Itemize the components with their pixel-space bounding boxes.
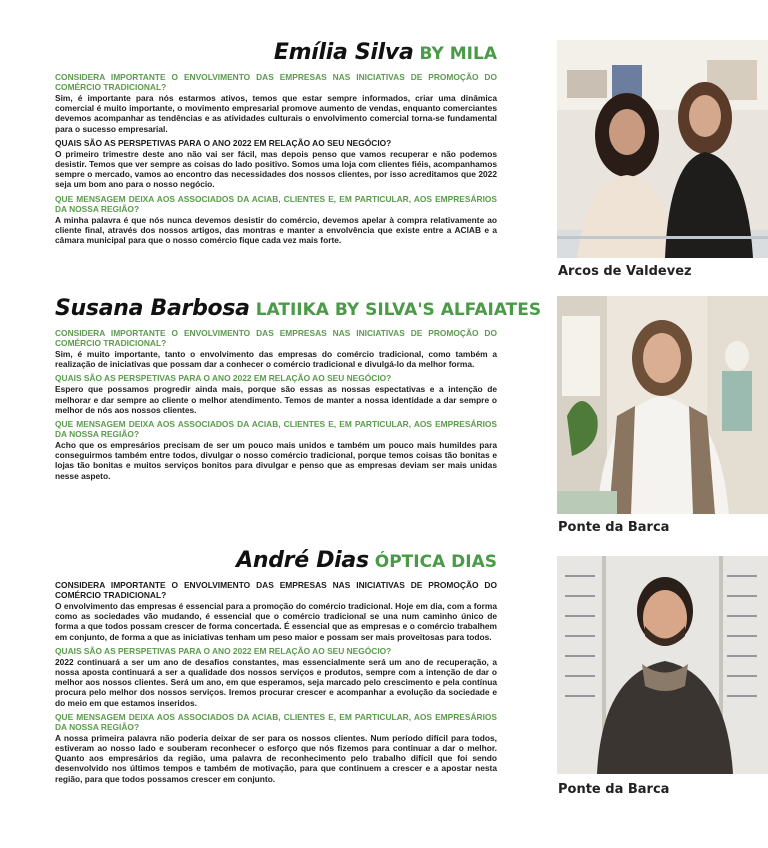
question-2: QUAIS SÃO AS PERSPETIVAS PARA O ANO 2022 EM RELAÇÃO AO SEU NEGÓCIO? xyxy=(55,137,392,148)
person-name: Susana Barbosa xyxy=(55,296,250,321)
question-3: QUE MENSAGEM DEIXA AOS ASSOCIADOS DA ACIAB, CLIENTES E, EM PARTICULAR, AOS EMPRESÁRIOS DA NOSSA REGIÃO? xyxy=(55,193,497,214)
answer-2: 2022 continuará a ser um ano de desafios constantes, mas essencialmente será um ano de recuperação, a nossa aposta continuará a ser a qualidade dos nossos serviços e produtos, sempre com a intenção de dar o melhor aos nossos clientes. Será um ano, em que esperamos, seja marcado pelo crescimento e pela contínua procura pelo melhor dos nossos serviços. Iremos procurar crescer e acompanhar a evolução da sociedade e do meio em que estamos inseridos. xyxy=(55,656,497,708)
interviewee-heading xyxy=(55,38,497,68)
interview-emilia-silva xyxy=(55,38,497,247)
interview-andre-dias xyxy=(55,546,497,786)
answer-3: A minha palavra é que nós nunca devemos desistir do comércio, devemos apelar à compra relativamente ao cliente final, através dos nossos artigos, das montras e manter a envolvência que existe entre a ACIAB e a câmara municipal para que o nosso comércio fique cada vez mais forte. xyxy=(55,214,497,246)
location-caption: Arcos de Valdevez xyxy=(558,264,692,279)
interviewee-heading xyxy=(55,294,542,324)
answer-3: A nossa primeira palavra não poderia deixar de ser para os nossos clientes. Num período difícil para todos, estiveram ao nosso lado e souberam reconhecer o esforço que nós fizemos para continuar a dar o melhor. Quanto aos empresários da região, uma palavra de reconhecimento pelo trabalho difícil que foi sendo desenvolvido nos últimos tempos e também de motivação, para que continuem a crescer e a apostar nesta região, para que todos possamos crescer em conjunto. xyxy=(55,732,497,784)
question-1: CONSIDERA IMPORTANTE O ENVOLVIMENTO DAS EMPRESAS NAS INICIATIVAS DE PROMOÇÃO DO COMÉRCIO TRADICIONAL? xyxy=(55,580,497,600)
answer-3: Acho que os empresários precisam de ser um pouco mais unidos e também um pouco mais humildes para conseguirmos também entre todos, divulgar o nosso comércio tradicional, porque temos coisas tão bonitas e lojas tão bonitas e muitos serviços bonitos para divulgar e penso que as empresas deviam ser mais unidas nesse aspeto. xyxy=(55,440,497,481)
person-name: André Dias xyxy=(236,548,369,573)
photo-emilia-silva xyxy=(557,40,768,258)
interview-susana-barbosa xyxy=(55,294,542,483)
question-3: QUE MENSAGEM DEIXA AOS ASSOCIADOS DA ACIAB, CLIENTES E, EM PARTICULAR, AOS EMPRESÁRIOS DA NOSSA REGIÃO? xyxy=(55,419,497,440)
question-2: QUAIS SÃO AS PERSPETIVAS PARA O ANO 2022 EM RELAÇÃO AO SEU NEGÓCIO? xyxy=(55,645,392,656)
question-1: CONSIDERA IMPORTANTE O ENVOLVIMENTO DAS EMPRESAS NAS INICIATIVAS DE PROMOÇÃO DO COMÉRCIO TRADICIONAL? xyxy=(55,328,497,348)
location-caption: Ponte da Barca xyxy=(558,782,670,797)
company-name: LATIIKA BY SILVA'S ALFAIATES xyxy=(255,300,542,320)
answer-1: Sim, é muito importante, tanto o envolvimento das empresas do comércio tradicional, como também a realização de iniciativas que possam dar a conhecer o comércio tradicional e divulgá-lo da melhor forma. xyxy=(55,349,497,370)
company-name: ÓPTICA DIAS xyxy=(374,552,497,572)
location-caption: Ponte da Barca xyxy=(558,520,670,535)
person-name: Emília Silva xyxy=(273,40,414,65)
interviewee-heading xyxy=(55,546,497,576)
answer-2: O primeiro trimestre deste ano não vai ser fácil, mas depois penso que vamos recuperar e não podemos desistir. Temos que ver sempre as coisas do lado positivo. Somos uma loja com clientes fiéis, acompanhamos sempre o mercado, vamos ao encontro das necessidades dos nossos clientes, por isso acreditamos que 2022 seja um bom ano para o nosso negócio. xyxy=(55,148,497,190)
answer-2: Espero que possamos progredir ainda mais, porque são essas as nossas espectativas e a intenção de melhorar e dar sempre ao cliente o melhor atendimento. Temos de manter a nossa identidade a dar sempre o melhor de nós aos nossos clientes. xyxy=(55,384,497,415)
question-2: QUAIS SÃO AS PERSPETIVAS PARA O ANO 2022 EM RELAÇÃO AO SEU NEGÓCIO? xyxy=(55,373,392,384)
company-name: BY MILA xyxy=(419,44,497,64)
question-3: QUE MENSAGEM DEIXA AOS ASSOCIADOS DA ACIAB, CLIENTES E, EM PARTICULAR, AOS EMPRESÁRIOS DA NOSSA REGIÃO? xyxy=(55,711,497,732)
answer-1: Sim, é importante para nós estarmos ativos, temos que estar sempre informados, criar uma dinâmica comercial é muito importante, o movimento empresarial promove aumento de vendas, enquanto comerciantes devemos acompanhar as tendências e as atividades culturais o envolvimento comercial torna-se fundamental para o sucesso empresarial. xyxy=(55,93,497,134)
answer-1: O envolvimento das empresas é essencial para a promoção do comércio tradicional. Hoje em dia, com a forma como as sociedades vão mudando, é essencial que o comércio tradicional se una num caminho único de forma a que todos possam crescer de forma concertada. É essencial que as empresas e o comércio trabalhem em conjunto, de forma a que as iniciativas tenham um peso maior e possam ser mais proveitosas para todos. xyxy=(55,601,497,642)
photo-andre-dias xyxy=(557,556,768,774)
photo-susana-barbosa xyxy=(557,296,768,514)
question-1: CONSIDERA IMPORTANTE O ENVOLVIMENTO DAS EMPRESAS NAS INICIATIVAS DE PROMOÇÃO DO COMÉRCIO TRADICIONAL? xyxy=(55,72,497,92)
